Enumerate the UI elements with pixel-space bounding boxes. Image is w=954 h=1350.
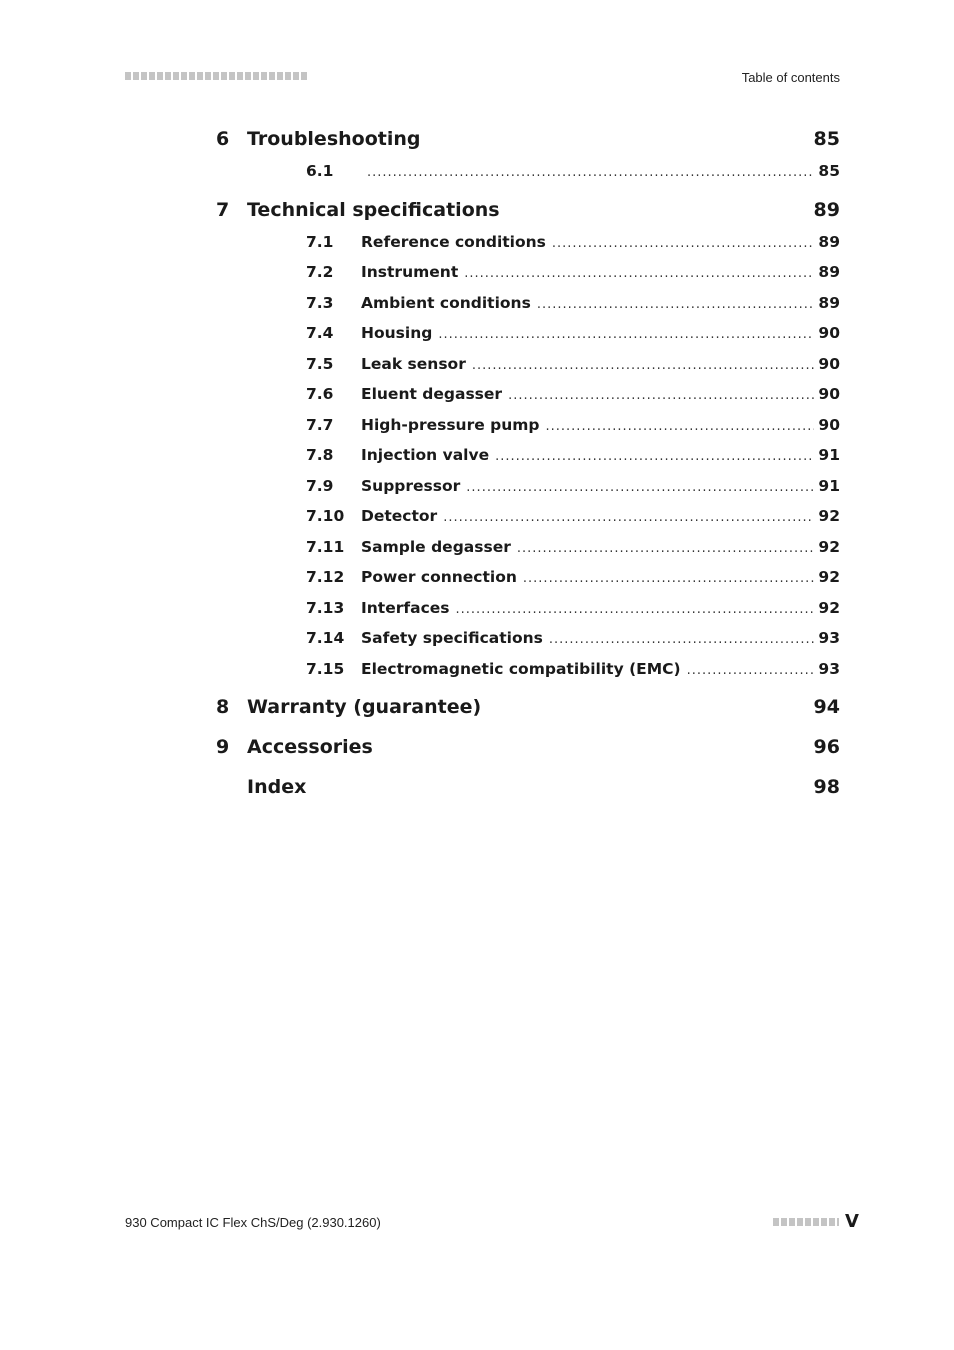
toc-section-7-15[interactable] [216, 656, 840, 687]
section-number: 7.6 [306, 385, 334, 403]
dot-leader [438, 327, 814, 342]
section-page: 90 [818, 354, 840, 373]
chapter-page: 89 [813, 198, 840, 221]
toc-section-7-2[interactable] [216, 259, 840, 290]
chapter-title: Troubleshooting [247, 128, 421, 150]
table-of-contents [216, 124, 840, 812]
section-title: Leak sensor [361, 354, 466, 373]
section-page: 91 [818, 476, 840, 495]
section-title: Power connection [361, 568, 517, 586]
section-number: 7.10 [306, 507, 345, 525]
header-title: Table of contents [741, 70, 840, 85]
toc-section-7-9[interactable] [216, 473, 840, 504]
dot-leader [537, 297, 815, 312]
toc-index[interactable] [216, 772, 840, 812]
section-title: Injection valve [361, 446, 490, 464]
toc-section-7-8[interactable] [216, 442, 840, 473]
section-page: 89 [818, 293, 840, 312]
toc-section-7-14[interactable] [216, 625, 840, 656]
section-title: Detector [361, 507, 438, 525]
section-page: 93 [818, 659, 840, 678]
dot-leader [552, 236, 815, 251]
chapter-title: Accessories [247, 736, 373, 758]
toc-section-7-3[interactable] [216, 290, 840, 321]
section-number: 7.3 [306, 293, 334, 312]
toc-section-6-1[interactable] [216, 158, 840, 189]
footer-page-number: V [845, 1211, 859, 1232]
section-page: 92 [818, 568, 840, 586]
footer-document-title: 930 Compact IC Flex ChS/Deg (2.930.1260) [125, 1215, 381, 1230]
section-title: High-pressure pump [361, 415, 540, 434]
section-page: 85 [818, 162, 840, 180]
header-decoration-dots [125, 72, 307, 80]
toc-chapter-9[interactable] [216, 732, 840, 772]
section-title: Reference conditions [361, 232, 546, 251]
section-page: 90 [818, 385, 840, 403]
dot-leader [464, 266, 814, 281]
section-number: 7.14 [306, 629, 345, 647]
section-number: 7.2 [306, 263, 334, 281]
section-page: 89 [818, 263, 840, 281]
toc-section-7-7[interactable] [216, 412, 840, 443]
toc-section-7-1[interactable] [216, 229, 840, 260]
chapter-title: Warranty (guarantee) [247, 696, 482, 718]
section-title: Safety specifications [361, 629, 543, 647]
section-page: 90 [818, 324, 840, 342]
section-title: Housing [361, 324, 433, 342]
section-number: 7.7 [306, 415, 334, 434]
dot-leader [367, 165, 814, 180]
section-page: 92 [818, 507, 840, 525]
toc-chapter-6[interactable] [216, 124, 840, 158]
footer-decoration-dots [773, 1218, 839, 1226]
section-number: 7.9 [306, 476, 334, 495]
section-number: 7.11 [306, 537, 345, 556]
chapter-number: 8 [216, 696, 230, 718]
section-number: 7.13 [306, 598, 345, 617]
section-title: Interfaces [361, 598, 450, 617]
section-number: 7.8 [306, 446, 334, 464]
section-title: Eluent degasser [361, 385, 503, 403]
section-number: 7.4 [306, 324, 334, 342]
section-page: 93 [818, 629, 840, 647]
toc-section-7-6[interactable] [216, 381, 840, 412]
dot-leader [508, 388, 814, 403]
toc-section-7-10[interactable] [216, 503, 840, 534]
dot-leader [466, 480, 814, 495]
toc-chapter-7[interactable] [216, 195, 840, 229]
dot-leader [523, 571, 815, 586]
dot-leader [517, 541, 815, 556]
dot-leader [456, 602, 815, 617]
section-page: 92 [818, 598, 840, 617]
section-number: 7.5 [306, 354, 334, 373]
chapter-number: 7 [216, 198, 230, 221]
toc-section-7-13[interactable] [216, 595, 840, 626]
toc-chapter-8[interactable] [216, 692, 840, 732]
dot-leader [687, 663, 815, 678]
section-title: Suppressor [361, 476, 461, 495]
section-title: Instrument [361, 263, 459, 281]
chapter-page: 98 [813, 776, 840, 798]
section-page: 89 [818, 232, 840, 251]
chapter-number: 9 [216, 736, 230, 758]
section-number: 7.12 [306, 568, 345, 586]
chapter-title: Index [247, 776, 307, 798]
toc-section-7-11[interactable] [216, 534, 840, 565]
dot-leader [495, 449, 814, 464]
dot-leader [443, 510, 814, 525]
section-page: 92 [818, 537, 840, 556]
section-number: 7.1 [306, 232, 334, 251]
toc-section-7-12[interactable] [216, 564, 840, 595]
section-title: Ambient conditions [361, 293, 531, 312]
dot-leader [549, 632, 815, 647]
chapter-page: 96 [813, 736, 840, 758]
chapter-page: 85 [813, 128, 840, 150]
chapter-number: 6 [216, 128, 230, 150]
section-number: 6.1 [306, 162, 334, 180]
toc-section-7-4[interactable] [216, 320, 840, 351]
section-title: Electromagnetic compatibility (EMC) [361, 659, 681, 678]
dot-leader [546, 419, 815, 434]
chapter-title: Technical specifications [247, 198, 500, 221]
section-page: 91 [818, 446, 840, 464]
section-title: Sample degasser [361, 537, 511, 556]
dot-leader [472, 358, 815, 373]
section-page: 90 [818, 415, 840, 434]
section-number: 7.15 [306, 659, 345, 678]
toc-section-7-5[interactable] [216, 351, 840, 382]
chapter-page: 94 [813, 696, 840, 718]
